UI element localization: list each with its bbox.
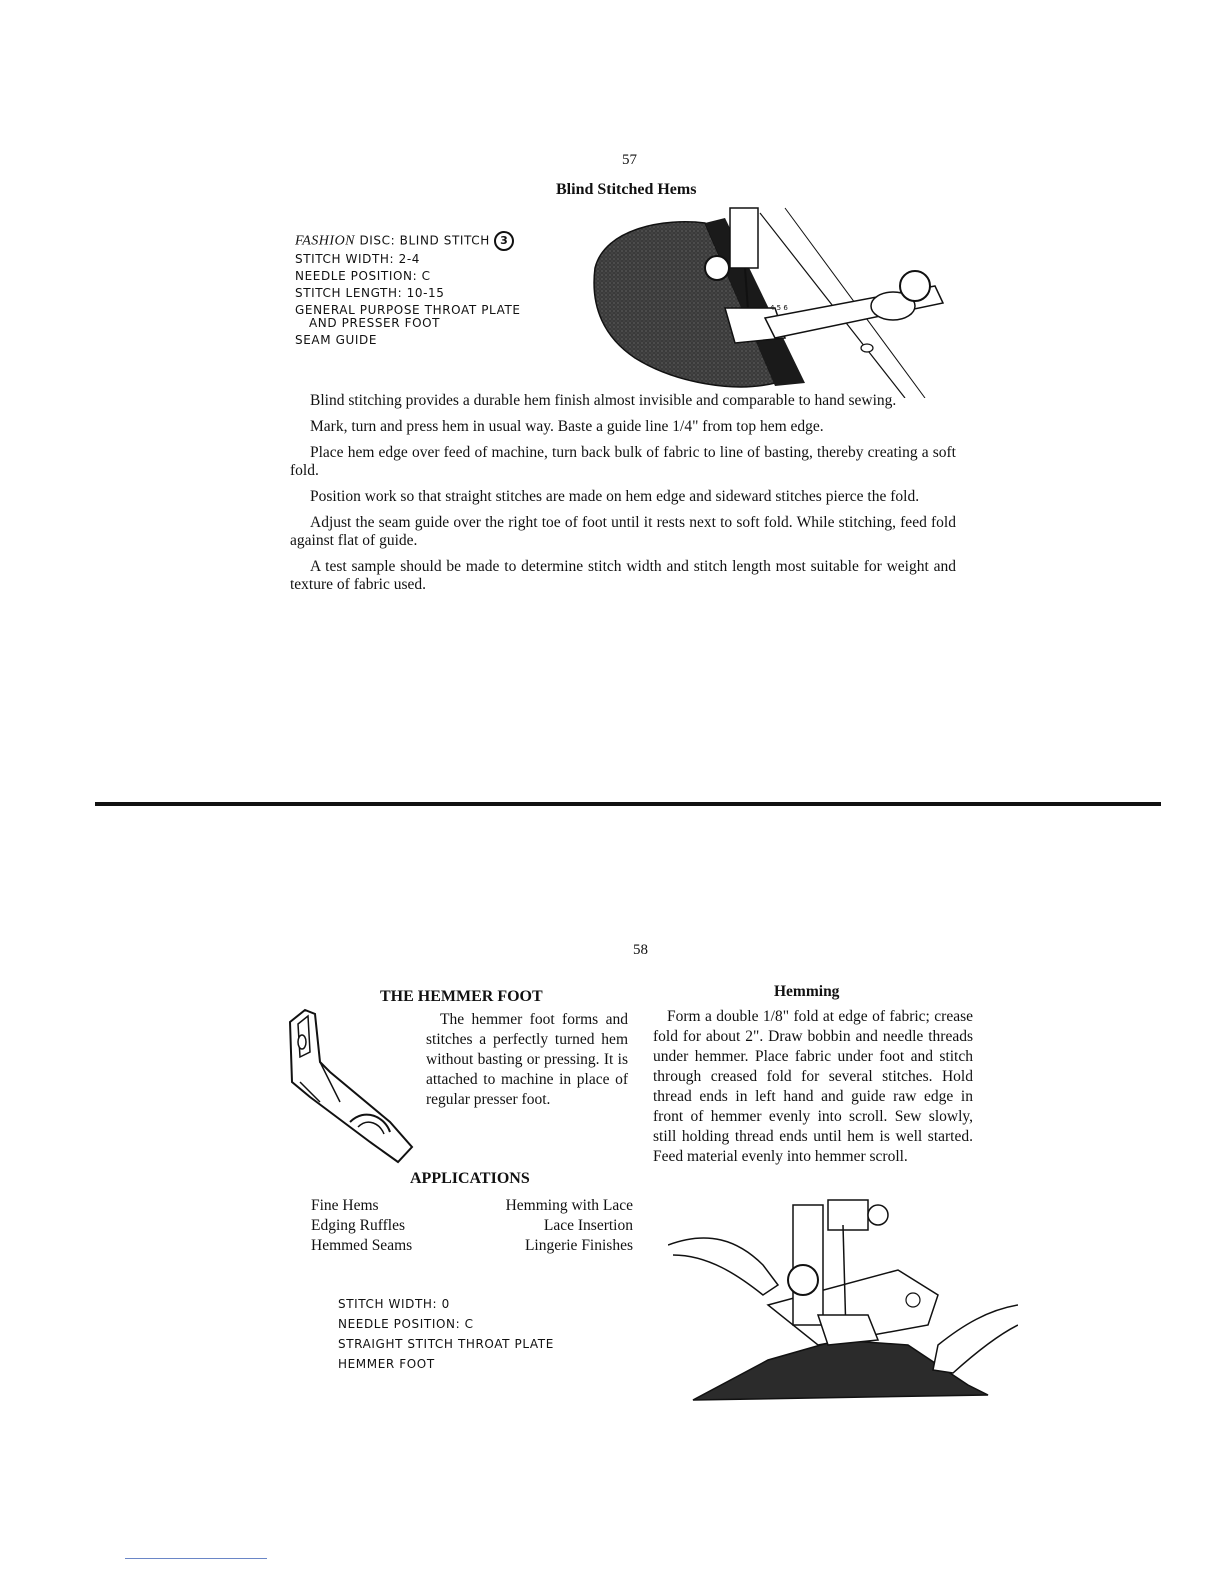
hemmer-foot-description: The hemmer foot forms and stitches a perfectly turned hem without basting or pressing. It is attached to machine in place of regular presser foot.: [426, 1011, 628, 1108]
hemmer-foot: [818, 1315, 878, 1345]
stitch-width-line: STITCH WIDTH: 2-4: [295, 252, 420, 266]
throat-plate-line: STRAIGHT STITCH THROAT PLATE: [338, 1337, 554, 1351]
thumb-screw: [705, 256, 729, 280]
stitch-length-line: STITCH LENGTH: 10-15: [295, 286, 445, 300]
page-number-58: 58: [633, 942, 648, 958]
presser-foot-line: AND PRESSER FOOT: [309, 316, 441, 330]
hemming-title: Hemming: [774, 983, 840, 1000]
table-row: [311, 1216, 633, 1236]
stitch-width-line: STITCH WIDTH: 0: [338, 1297, 450, 1311]
table-row: [311, 1196, 633, 1216]
fashion-disc-line: [295, 231, 595, 251]
blind-stitch-instructions: [290, 392, 956, 602]
needle-position-line: NEEDLE POSITION: C: [295, 269, 431, 283]
fashion-label: FASHION: [295, 233, 356, 249]
table-row: [311, 1236, 633, 1256]
svg-text:4 5 6: 4 5 6: [770, 304, 788, 312]
section-title-blind-stitched-hems: Blind Stitched Hems: [556, 181, 697, 198]
applications-title: APPLICATIONS: [410, 1170, 530, 1187]
settings-list-57: [295, 231, 595, 349]
application-item: Lingerie Finishes: [524, 1237, 633, 1254]
application-item: Edging Ruffles: [311, 1217, 405, 1234]
page-number-57: 57: [622, 152, 637, 168]
hemming-instructions: Form a double 1/8" fold at edge of fabric; crease fold for about 2". Draw bobbin and needle threads under hemmer. Place fabric under foot and stitch through creased fold for several stitches. Hold thread ends in left hand and guide raw edge in front of hemmer evenly into scroll. Sew slowly, still holding thread ends until hem is well started. Feed material evenly into hemmer scroll.: [653, 1008, 973, 1165]
paragraph: Place hem edge over feed of machine, turn back bulk of fabric to line of basting, thereby creating a soft fold.: [290, 444, 956, 479]
application-item: Hemming with Lace: [505, 1197, 633, 1214]
paragraph: Position work so that straight stitches are made on hem edge and sideward stitches pierce the fold.: [310, 488, 920, 505]
right-hand: [933, 1305, 1018, 1373]
page-divider: [95, 802, 1161, 806]
paragraph: Adjust the seam guide over the right toe of foot until it rests next to soft fold. While stitching, feed fold against flat of guide.: [290, 514, 956, 549]
thumb-screw: [788, 1265, 818, 1295]
paragraph: A test sample should be made to determine stitch width and stitch length most suitable for weight and texture of fabric used.: [290, 558, 956, 593]
applications-table: [311, 1196, 633, 1256]
left-hand: [668, 1238, 778, 1295]
throat-plate-line: GENERAL PURPOSE THROAT PLATE: [295, 303, 521, 317]
needle-position-line: NEEDLE POSITION: C: [338, 1317, 474, 1331]
hemmer-foot-title: THE HEMMER FOOT: [380, 988, 543, 1005]
paragraph: Blind stitching provides a durable hem finish almost invisible and comparable to hand sewing.: [310, 392, 897, 409]
paragraph: Mark, turn and press hem in usual way. Baste a guide line 1/4" from top hem edge.: [310, 418, 824, 435]
disc-number-badge: 3: [494, 231, 514, 251]
application-item: Lace Insertion: [543, 1217, 633, 1234]
hemmer-foot-illustration: [280, 1002, 420, 1172]
settings-list-58: [338, 1294, 554, 1374]
seam-guide-line: SEAM GUIDE: [295, 333, 378, 347]
application-item: Fine Hems: [311, 1197, 379, 1214]
blind-stitch-illustration: [585, 198, 965, 398]
footer-rule: [125, 1558, 267, 1559]
application-item: Hemmed Seams: [311, 1237, 413, 1254]
hemmer-foot-line: HEMMER FOOT: [338, 1357, 435, 1371]
hemming-illustration: [668, 1195, 1018, 1405]
disc-label: DISC: BLIND STITCH: [359, 233, 490, 248]
presser-bar: [730, 208, 758, 268]
seam-guide-screw: [900, 271, 930, 301]
